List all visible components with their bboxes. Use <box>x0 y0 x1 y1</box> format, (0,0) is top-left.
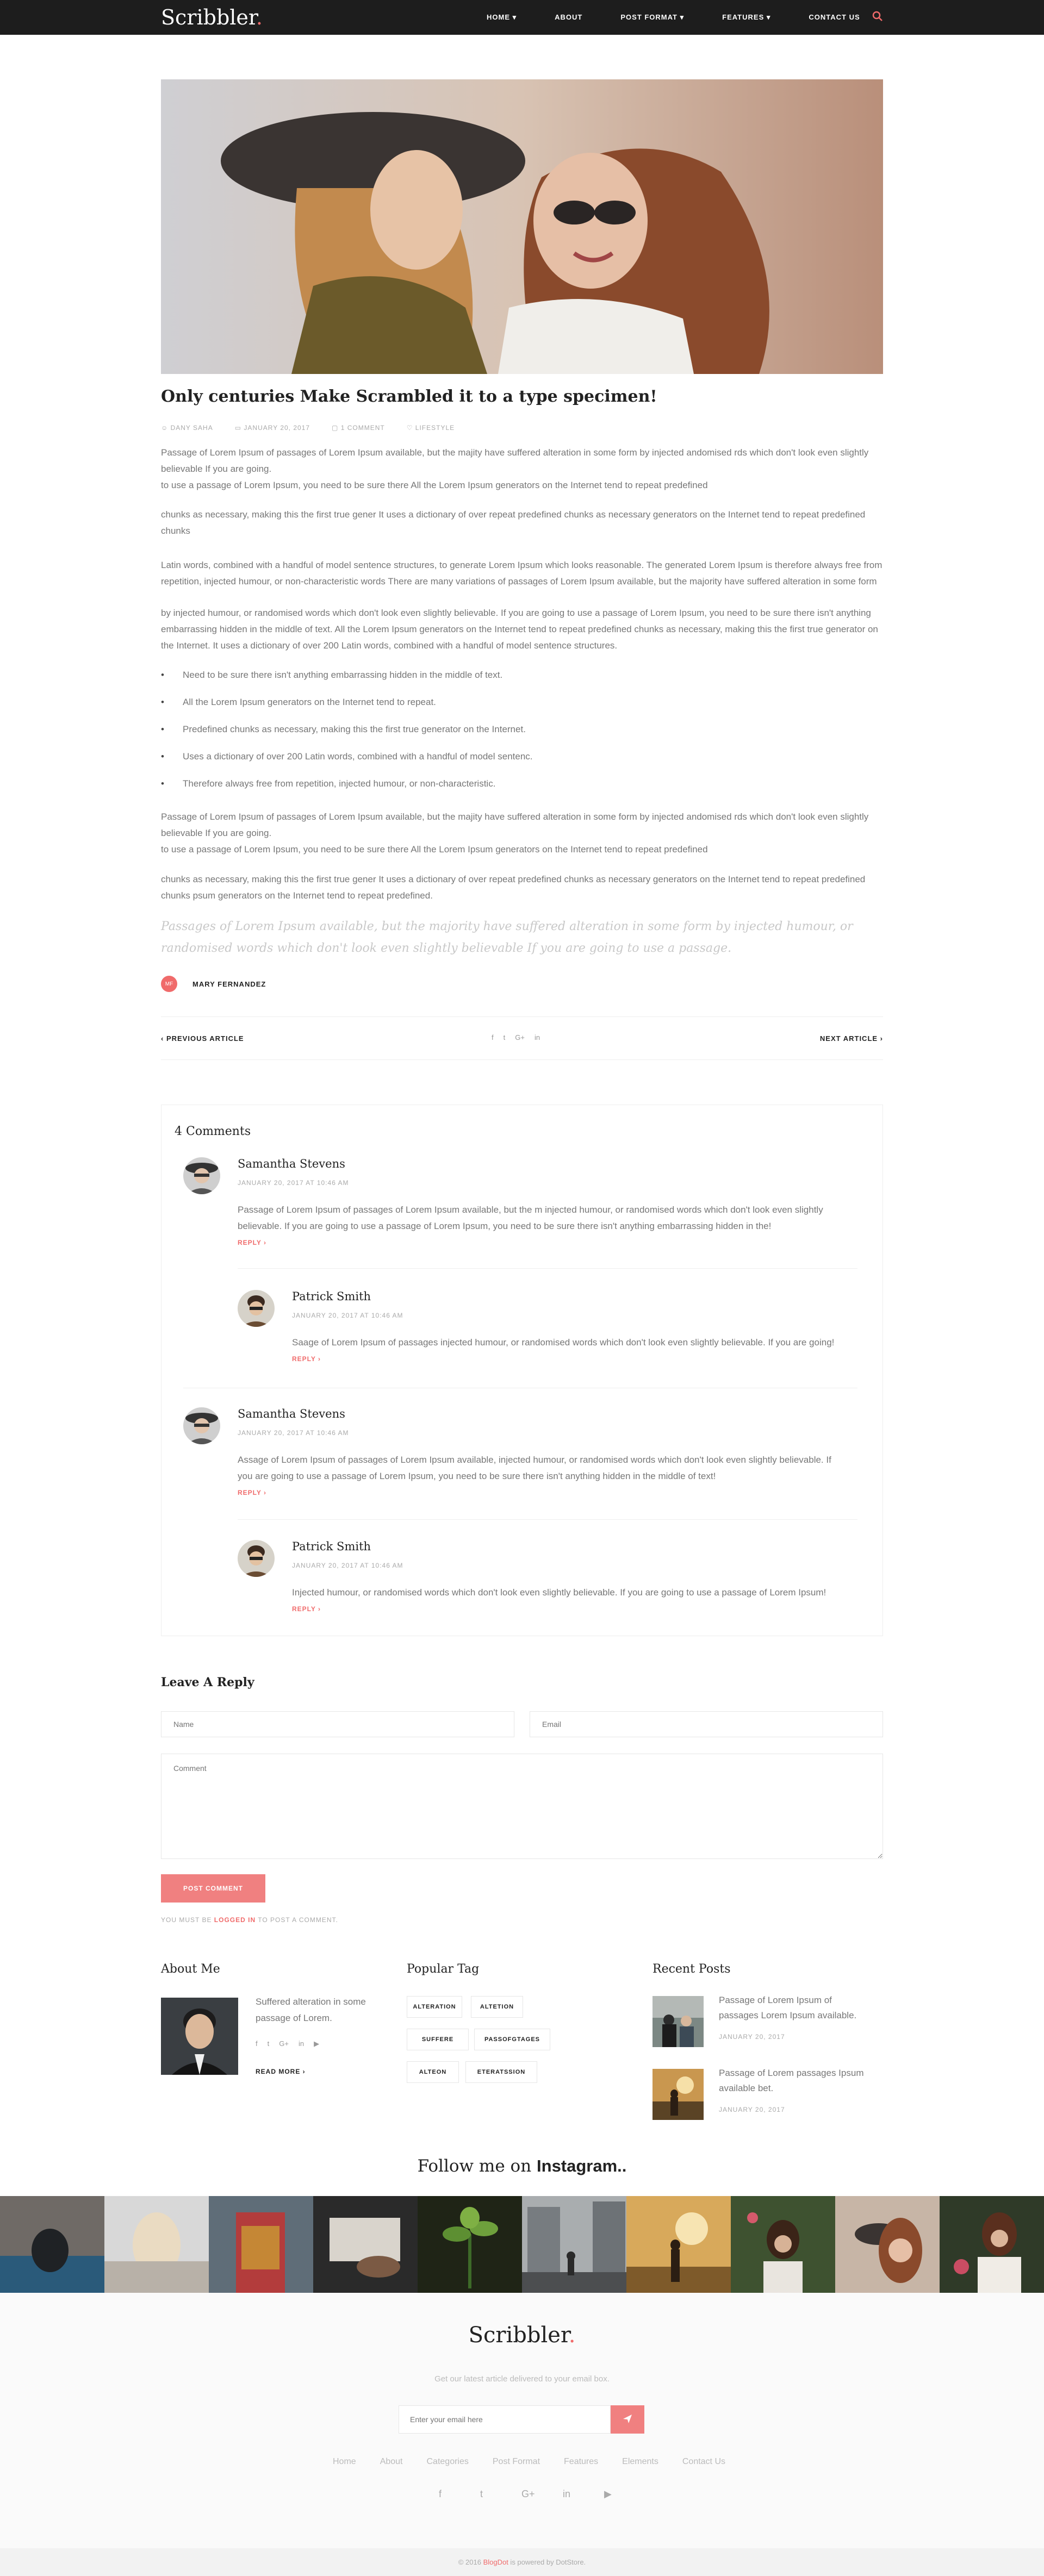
avatar <box>183 1157 220 1194</box>
twitter-icon[interactable]: t <box>267 2039 270 2048</box>
about-me-photo <box>161 1998 238 2075</box>
main-nav <box>487 13 898 22</box>
footer-link-post-format[interactable]: Post Format <box>492 2457 540 2466</box>
login-note: YOU MUST BE LOGGED IN TO POST A COMMENT. <box>161 1916 338 1924</box>
name-field[interactable] <box>161 1711 514 1737</box>
linkedin-icon[interactable]: in <box>534 1033 540 1041</box>
instagram-photo[interactable] <box>418 2196 522 2293</box>
article-hero-image <box>161 79 883 374</box>
article-blockquote: Passages of Lorem Ipsum available, but the majority have suffered alteration in some form by injected humour, or randomised words which don't look even slightly believable If you are going to use a passage. <box>161 920 853 955</box>
tag[interactable]: ETERATSSION <box>465 2061 537 2083</box>
comment-divider <box>238 1519 857 1520</box>
footer-link-features[interactable]: Features <box>564 2457 599 2466</box>
about-me-heading: About Me <box>161 1962 220 1976</box>
reply-button[interactable]: REPLY › <box>238 1489 267 1496</box>
about-social-links <box>256 2039 319 2048</box>
search-icon[interactable] <box>871 10 884 23</box>
instagram-photo[interactable] <box>104 2196 209 2293</box>
twitter-icon[interactable]: t <box>480 2488 483 2499</box>
reply-button[interactable]: REPLY › <box>292 1605 321 1613</box>
leave-reply-heading: Leave A Reply <box>161 1675 254 1689</box>
article-title: Only centuries Make Scrambled it to a type specimen! <box>161 387 657 406</box>
comment-divider <box>238 1268 857 1269</box>
article-pagination <box>161 1016 883 1060</box>
tag[interactable]: PASSOFGTAGES <box>474 2029 550 2050</box>
comment-author: Patrick Smith <box>292 1540 371 1553</box>
tag[interactable]: ALTERATION <box>407 1996 462 2018</box>
list-item: • Predefined chunks as necessary, making this the first true generator on the Internet. <box>161 721 883 749</box>
comment-date: JANUARY 20, 2017 AT 10:46 AM <box>238 1179 349 1187</box>
google-plus-icon[interactable]: G+ <box>279 2039 289 2048</box>
comment-author: Samantha Stevens <box>238 1157 345 1170</box>
footer-link-categories[interactable]: Categories <box>426 2457 469 2466</box>
comment-text: Injected humour, or randomised words which don't look even slightly believable. If you are going to use a passage of Lorem Ipsum! <box>292 1587 826 1598</box>
login-link[interactable]: LOGGED IN <box>214 1916 256 1924</box>
newsletter-email-input[interactable] <box>399 2405 611 2434</box>
youtube-icon[interactable]: ▶ <box>604 2488 612 2499</box>
copyright-brand-link[interactable]: BlogDot <box>483 2558 508 2566</box>
footer-logo[interactable]: Scribbler. <box>468 2323 576 2348</box>
tag[interactable]: ALTETION <box>471 1996 523 2018</box>
instagram-photo[interactable] <box>731 2196 835 2293</box>
footer-link-home[interactable]: Home <box>333 2457 356 2466</box>
reply-button[interactable]: REPLY › <box>292 1355 321 1363</box>
comment-textarea[interactable] <box>161 1754 883 1859</box>
instagram-photo[interactable] <box>0 2196 104 2293</box>
list-item: • All the Lorem Ipsum generators on the Internet tend to repeat. <box>161 694 883 721</box>
recent-post-thumbnail[interactable] <box>652 2069 704 2120</box>
comment-reply <box>238 1540 874 1616</box>
meta-author[interactable]: ☺ DANY SAHA <box>161 424 213 432</box>
newsletter-subtitle: Get our latest article delivered to your email box. <box>434 2374 610 2384</box>
read-more-link[interactable]: READ MORE › <box>256 2068 306 2075</box>
top-navbar <box>0 0 1044 35</box>
recent-posts-heading: Recent Posts <box>652 1962 731 1976</box>
about-me-text: Suffered alteration in some passage of Lorem. <box>256 1997 366 2023</box>
comment-text: Assage of Lorem Ipsum of passages of Lorem Ipsum available, injected humour, or randomised words which don't look even slightly believable. If you are going to use a passage of Lorem Ipsum, you need to be sure there isn't anything hidden in the middle of text! <box>238 1455 831 1481</box>
nav-features[interactable]: FEATURES ▾ <box>722 13 771 21</box>
site-logo[interactable]: Scribbler. <box>161 5 263 29</box>
recent-post-date: JANUARY 20, 2017 <box>719 2033 785 2041</box>
tag[interactable]: SUFFERE <box>407 2029 469 2050</box>
recent-post-date: JANUARY 20, 2017 <box>719 2106 785 2113</box>
instagram-photo[interactable] <box>835 2196 940 2293</box>
list-item: • Therefore always free from repetition, injected humour, or non-characteristic. <box>161 776 883 803</box>
linkedin-icon[interactable]: in <box>563 2488 571 2499</box>
article-meta <box>161 424 455 432</box>
list-item: • Need to be sure there isn't anything embarrassing hidden in the middle of text. <box>161 667 883 694</box>
comment-date: JANUARY 20, 2017 AT 10:46 AM <box>238 1429 349 1437</box>
popular-tag-heading: Popular Tag <box>407 1962 480 1976</box>
comments-heading: 4 Comments <box>175 1125 251 1138</box>
article-bullet-list <box>161 667 883 803</box>
footer-link-contact[interactable]: Contact Us <box>682 2457 725 2466</box>
author-avatar: MF <box>161 976 177 992</box>
nav-post-format[interactable]: POST FORMAT ▾ <box>620 13 685 21</box>
author-name[interactable]: MARY FERNANDEZ <box>192 980 266 988</box>
meta-category[interactable]: ♡ LIFESTYLE <box>406 424 455 432</box>
instagram-photo[interactable] <box>522 2196 626 2293</box>
instagram-heading: Follow me on Instagram.. <box>417 2156 627 2176</box>
article-paragraph: Passage of Lorem Ipsum of passages of Lorem Ipsum available, but the majity have suffered alteration in some form by injected andomised rds which don't look even slightly believable If you are going. to use a passage of Lorem Ipsum, you need to be sure there All the Lorem Ipsum generators on the Internet tend to repeat predefined <box>161 812 869 854</box>
youtube-icon[interactable]: ▶ <box>314 2039 320 2048</box>
comment <box>183 1407 874 1500</box>
article-paragraph: chunks as necessary, making this the first true gener It uses a dictionary of over repeat predefined chunks as necessary generators on the Internet tend to repeat predefined chunks psum generators on the Internet tend to repeat predefined. <box>161 874 866 901</box>
next-article-link[interactable]: NEXT ARTICLE › <box>819 1034 883 1043</box>
footer-nav <box>333 2457 749 2467</box>
reply-button[interactable]: REPLY › <box>238 1239 267 1246</box>
meta-comments[interactable]: ▢ 1 COMMENT <box>332 424 385 432</box>
article-paragraph: Passage of Lorem Ipsum of passages of Lorem Ipsum available, but the majity have suffered alteration in some form by injected andomised rds which don't look even slightly believable If you are going. to use a passage of Lorem Ipsum, you need to be sure there All the Lorem Ipsum generators on the Internet tend to repeat predefined <box>161 447 869 490</box>
comment-text: Passage of Lorem Ipsum of passages of Lorem Ipsum available, but the m injected humour, or randomised words which don't look even slightly believable. If you are going to use a passage of Lorem Ipsum, you need to be sure there isn't anything embarrassing hidden in the! <box>238 1205 823 1231</box>
instagram-gallery <box>0 2196 1044 2293</box>
nav-home[interactable]: HOME ▾ <box>487 13 517 21</box>
instagram-photo[interactable] <box>313 2196 418 2293</box>
copyright-bar: © 2016 BlogDot is powered by DotStore. <box>0 2548 1044 2576</box>
avatar <box>238 1290 275 1327</box>
comment-author: Patrick Smith <box>292 1290 371 1303</box>
google-plus-icon[interactable]: G+ <box>521 2488 535 2499</box>
article-paragraph: Latin words, combined with a handful of model sentence structures, to generate Lorem Ipsum which looks reasonable. The generated Lorem Ipsum is therefore always free from repetition, injected humour, or non-characteristic words There are many variations of passages of Lorem Ipsum available, but the majority have suffered alteration in some form <box>161 560 883 587</box>
email-field[interactable] <box>530 1711 883 1737</box>
instagram-photo[interactable] <box>940 2196 1044 2293</box>
instagram-photo[interactable] <box>626 2196 731 2293</box>
google-plus-icon[interactable]: G+ <box>515 1033 525 1041</box>
meta-date: ▭ JANUARY 20, 2017 <box>234 424 310 432</box>
comments-section <box>161 1105 883 1636</box>
previous-article-link[interactable]: ‹ PREVIOUS ARTICLE <box>161 1034 244 1043</box>
footer-social-links <box>439 2488 645 2500</box>
list-item: • Uses a dictionary of over 200 Latin words, combined with a handful of model sentenc. <box>161 749 883 776</box>
post-comment-button[interactable]: POST COMMENT <box>161 1874 265 1903</box>
article-paragraph: by injected humour, or randomised words which don't look even slightly believable. If you are going to use a passage of Lorem Ipsum, you need to be sure there isn't anything embarrassing hidden in the middle of text. All the Lorem Ipsum generators on the Internet tend to repeat predefined chunks as necessary, making this the first true generator on the Internet. It uses a dictionary of over 200 Latin words, combined with a handful of model sentence structures. <box>161 608 878 651</box>
facebook-icon[interactable]: f <box>439 2488 442 2499</box>
comment-author: Samantha Stevens <box>238 1407 345 1420</box>
comment-text: Saage of Lorem Ipsum of passages injected humour, or randomised words which don't look even slightly believable. If you are going! <box>292 1337 835 1348</box>
tag[interactable]: ALTEON <box>407 2061 459 2083</box>
comment-reply <box>238 1290 874 1366</box>
article-paragraph: chunks as necessary, making this the first true gener It uses a dictionary of over repeat predefined chunks as necessary generators on the Internet tend to repeat predefined chunks <box>161 509 866 536</box>
instagram-photo[interactable] <box>209 2196 313 2293</box>
site-footer <box>0 2293 1044 2548</box>
article-author <box>161 976 266 992</box>
avatar <box>183 1407 220 1444</box>
facebook-icon[interactable]: f <box>256 2039 258 2048</box>
newsletter-submit-button[interactable] <box>611 2405 644 2434</box>
linkedin-icon[interactable]: in <box>298 2039 304 2048</box>
avatar <box>238 1540 275 1577</box>
footer-link-about[interactable]: About <box>380 2457 403 2466</box>
nav-contact[interactable]: CONTACT US <box>809 13 860 21</box>
recent-post-title[interactable]: Passage of Lorem passages Ipsum available bet. <box>719 2068 864 2093</box>
send-icon <box>622 2413 633 2424</box>
comment <box>183 1157 874 1250</box>
twitter-icon[interactable]: t <box>503 1033 506 1041</box>
footer-link-elements[interactable]: Elements <box>622 2457 658 2466</box>
recent-post-title[interactable]: Passage of Lorem Ipsum of passages Lorem Ipsum available. <box>719 1995 857 2020</box>
nav-about[interactable]: ABOUT <box>555 13 583 21</box>
facebook-icon[interactable]: f <box>492 1033 494 1041</box>
recent-post-thumbnail[interactable] <box>652 1996 704 2047</box>
comment-date: JANUARY 20, 2017 AT 10:46 AM <box>292 1562 403 1569</box>
comment-date: JANUARY 20, 2017 AT 10:46 AM <box>292 1312 403 1319</box>
share-links <box>492 1033 540 1041</box>
